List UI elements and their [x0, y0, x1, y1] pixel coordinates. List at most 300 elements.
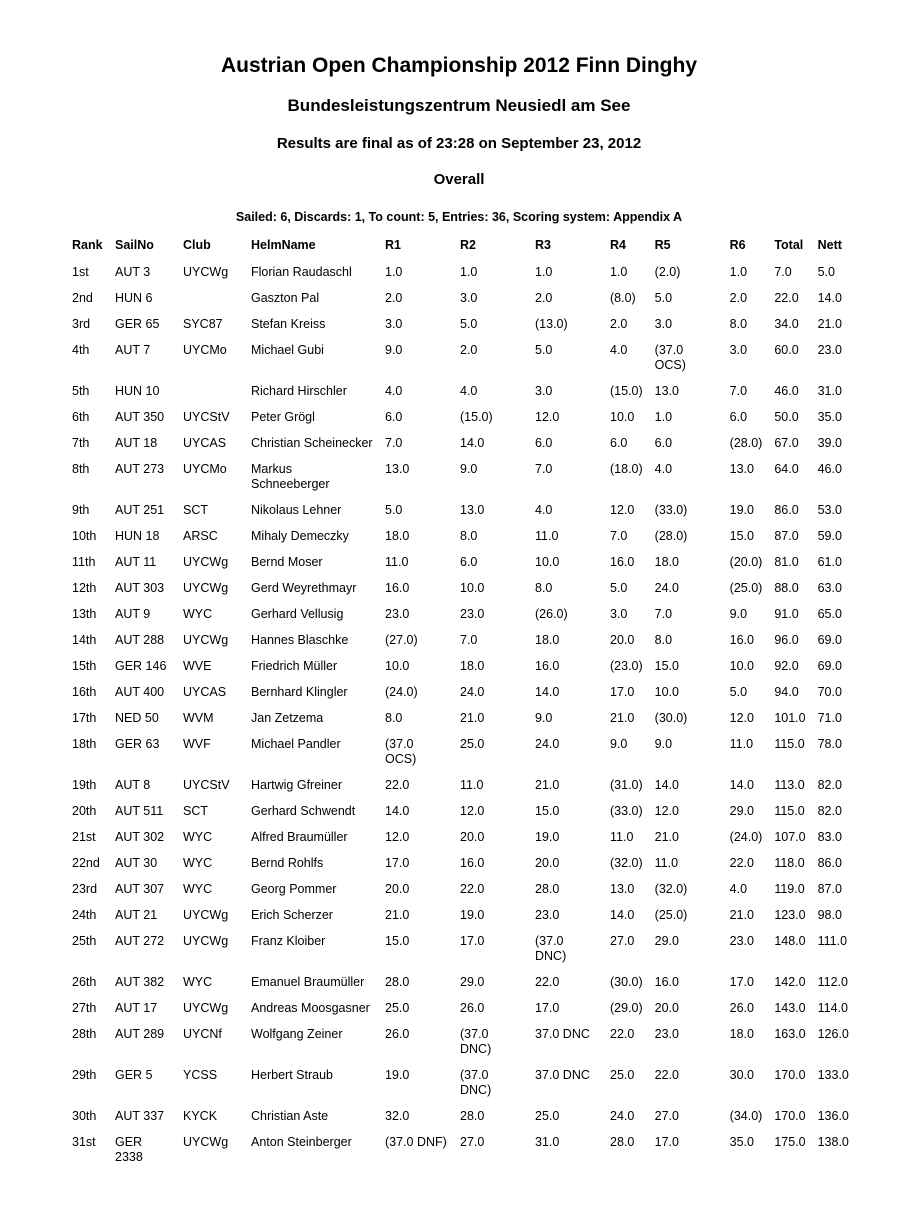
cell-r6: 30.0	[729, 1068, 754, 1082]
cell-nett: 111.0	[817, 934, 848, 948]
cell-r5: 11.0	[654, 856, 679, 870]
cell-total: 91.0	[774, 607, 799, 621]
table-row	[66, 970, 855, 996]
cell-r1: 1.0	[385, 265, 403, 279]
cell-r4: 14.0	[610, 908, 635, 922]
cell-r2: 25.0	[460, 737, 485, 751]
cell-r1: 4.0	[385, 384, 403, 398]
column-header-r2: R2	[460, 238, 476, 252]
cell-r6: 19.0	[729, 503, 754, 517]
cell-r5: (30.0)	[654, 711, 688, 725]
cell-helmname: Jan Zetzema	[251, 711, 324, 725]
cell-helmname: Florian Raudaschl	[251, 265, 352, 279]
cell-r4: 5.0	[610, 581, 628, 595]
cell-nett: 70.0	[817, 685, 842, 699]
cell-club: UYCMo	[183, 462, 227, 476]
cell-r6: 12.0	[729, 711, 754, 725]
cell-club: WVE	[183, 659, 212, 673]
cell-nett: 138.0	[817, 1135, 849, 1149]
cell-club: UYCWg	[183, 265, 229, 279]
table-row	[66, 877, 855, 903]
cell-r5: (37.0 OCS)	[654, 343, 686, 372]
cell-rank: 1st	[72, 265, 89, 279]
cell-r2: 24.0	[460, 685, 485, 699]
cell-r1: 8.0	[385, 711, 403, 725]
cell-helmname: Anton Steinberger	[251, 1135, 352, 1149]
table-row	[66, 524, 855, 550]
cell-nett: 126.0	[817, 1027, 849, 1041]
cell-total: 81.0	[774, 555, 799, 569]
venue-subtitle: Bundesleistungszentrum Neusiedl am See	[287, 96, 631, 115]
cell-r3: 11.0	[535, 529, 559, 543]
cell-r1: 32.0	[385, 1109, 410, 1123]
cell-sailno: GER 146	[115, 659, 167, 673]
cell-nett: 53.0	[817, 503, 842, 517]
cell-total: 88.0	[774, 581, 799, 595]
cell-r4: 13.0	[610, 882, 635, 896]
cell-nett: 35.0	[817, 410, 842, 424]
cell-r2: 13.0	[460, 503, 485, 517]
cell-r5: 17.0	[654, 1135, 679, 1149]
cell-r6: 5.0	[729, 685, 748, 699]
cell-r4: 11.0	[610, 830, 634, 844]
cell-club: UYCWg	[183, 555, 229, 569]
cell-r3: 4.0	[535, 503, 553, 517]
cell-r6: 35.0	[729, 1135, 754, 1149]
cell-club: UYCNf	[183, 1027, 222, 1041]
cell-total: 96.0	[774, 633, 799, 647]
column-header-total: Total	[774, 238, 804, 252]
cell-nett: 98.0	[817, 908, 842, 922]
cell-r3: 21.0	[535, 778, 560, 792]
cell-r3: 18.0	[535, 633, 560, 647]
cell-club: UYCStV	[183, 410, 230, 424]
cell-total: 170.0	[774, 1109, 806, 1123]
cell-r2: 9.0	[460, 462, 478, 476]
cell-r2: 19.0	[460, 908, 485, 922]
cell-helmname: Wolfgang Zeiner	[251, 1027, 343, 1041]
cell-r6: 3.0	[729, 343, 748, 357]
cell-r2: (37.0 DNC)	[460, 1068, 492, 1097]
series-summary: Sailed: 6, Discards: 1, To count: 5, Entries: 36, Scoring system: Appendix A	[235, 210, 683, 224]
cell-r5: 20.0	[654, 1001, 679, 1015]
cell-rank: 10th	[72, 529, 97, 543]
cell-helmname: Bernd Moser	[251, 555, 323, 569]
column-header-helmname: HelmName	[251, 238, 316, 252]
cell-club: WVF	[183, 737, 211, 751]
cell-r3: 25.0	[535, 1109, 560, 1123]
cell-helmname: Hannes Blaschke	[251, 633, 349, 647]
column-header-r1: R1	[385, 238, 401, 252]
cell-r6: 21.0	[729, 908, 754, 922]
cell-club	[177, 286, 245, 312]
column-header-sailno: SailNo	[115, 238, 154, 252]
cell-sailno: HUN 10	[115, 384, 160, 398]
cell-r5: 6.0	[654, 436, 673, 450]
cell-sailno: AUT 8	[115, 778, 151, 792]
cell-rank: 7th	[72, 436, 90, 450]
cell-sailno: AUT 307	[115, 882, 165, 896]
table-row	[66, 1022, 855, 1063]
cell-r3: (37.0 DNC)	[535, 934, 567, 963]
cell-club: YCSS	[183, 1068, 218, 1082]
cell-sailno: GER 65	[115, 317, 160, 331]
cell-r4: (30.0)	[610, 975, 643, 989]
cell-r2: 26.0	[460, 1001, 485, 1015]
cell-sailno: AUT 350	[115, 410, 165, 424]
cell-total: 118.0	[774, 856, 805, 870]
cell-r3: 37.0 DNC	[535, 1027, 590, 1041]
cell-r1: (37.0 DNF)	[385, 1135, 447, 1149]
cell-r4: (29.0)	[610, 1001, 643, 1015]
cell-rank: 5th	[72, 384, 90, 398]
cell-sailno: AUT 7	[115, 343, 151, 357]
cell-nett: 65.0	[817, 607, 842, 621]
cell-r4: (31.0)	[610, 778, 643, 792]
cell-r2: 18.0	[460, 659, 485, 673]
cell-club: UYCWg	[183, 908, 229, 922]
cell-nett: 31.0	[817, 384, 842, 398]
table-row	[66, 996, 855, 1022]
cell-r2: 16.0	[460, 856, 485, 870]
cell-r1: 26.0	[385, 1027, 410, 1041]
cell-r4: 20.0	[610, 633, 635, 647]
cell-sailno: HUN 18	[115, 529, 160, 543]
cell-club: SCT	[183, 503, 208, 517]
cell-helmname: Richard Hirschler	[251, 384, 347, 398]
cell-nett: 21.0	[817, 317, 842, 331]
cell-club: UYCWg	[183, 633, 229, 647]
cell-club: WVM	[183, 711, 214, 725]
cell-sailno: AUT 288	[115, 633, 165, 647]
cell-r5: 23.0	[654, 1027, 679, 1041]
cell-r6: 8.0	[729, 317, 748, 331]
cell-club: ARSC	[183, 529, 218, 543]
cell-helmname: Peter Grögl	[251, 410, 315, 424]
cell-sailno: GER 2338	[115, 1135, 143, 1164]
cell-r5: (33.0)	[654, 503, 688, 517]
cell-club: UYCWg	[183, 1135, 229, 1149]
column-header-r3: R3	[535, 238, 551, 252]
cell-total: 148.0	[774, 934, 806, 948]
cell-club: SYC87	[183, 317, 223, 331]
cell-r3: 10.0	[535, 555, 560, 569]
cell-total: 143.0	[774, 1001, 806, 1015]
cell-sailno: AUT 400	[115, 685, 165, 699]
cell-club	[177, 379, 245, 405]
cell-r4: (8.0)	[610, 291, 636, 305]
cell-r4: 1.0	[610, 265, 628, 279]
cell-rank: 13th	[72, 607, 97, 621]
cell-sailno: AUT 303	[115, 581, 165, 595]
cell-r6: (25.0)	[729, 581, 763, 595]
cell-nett: 133.0	[817, 1068, 849, 1082]
cell-sailno: AUT 272	[115, 934, 165, 948]
cell-rank: 26th	[72, 975, 97, 989]
cell-r5: 22.0	[654, 1068, 679, 1082]
cell-nett: 39.0	[817, 436, 842, 450]
cell-r2: (37.0 DNC)	[460, 1027, 492, 1056]
cell-helmname: Nikolaus Lehner	[251, 503, 342, 517]
cell-r3: 2.0	[535, 291, 553, 305]
table-row	[66, 1063, 855, 1104]
cell-r2: 17.0	[460, 934, 485, 948]
cell-r2: 28.0	[460, 1109, 485, 1123]
cell-r1: 15.0	[385, 934, 410, 948]
cell-r1: 12.0	[385, 830, 410, 844]
table-row	[66, 706, 855, 732]
cell-r4: 12.0	[610, 503, 635, 517]
cell-club: WYC	[183, 607, 213, 621]
cell-sailno: AUT 18	[115, 436, 158, 450]
cell-r6: 1.0	[729, 265, 748, 279]
cell-r2: 29.0	[460, 975, 485, 989]
cell-r4: (15.0)	[610, 384, 643, 398]
cell-helmname: Emanuel Braumüller	[251, 975, 365, 989]
cell-r1: 21.0	[385, 908, 410, 922]
cell-helmname: Gerhard Vellusig	[251, 607, 344, 621]
cell-r6: (28.0)	[729, 436, 763, 450]
cell-nett: 86.0	[817, 856, 842, 870]
cell-nett: 69.0	[817, 659, 842, 673]
cell-sailno: AUT 9	[115, 607, 151, 621]
cell-r1: (24.0)	[385, 685, 418, 699]
cell-r1: (27.0)	[385, 633, 418, 647]
table-row	[66, 773, 855, 799]
cell-r3: 31.0	[535, 1135, 560, 1149]
cell-club: WYC	[183, 882, 213, 896]
cell-club: SCT	[183, 804, 208, 818]
cell-sailno: AUT 11	[115, 555, 157, 569]
cell-total: 107.0	[774, 830, 806, 844]
cell-r6: 9.0	[729, 607, 748, 621]
table-row	[66, 732, 855, 773]
cell-r5: (25.0)	[654, 908, 688, 922]
cell-r6: 2.0	[729, 291, 748, 305]
cell-sailno: AUT 382	[115, 975, 165, 989]
cell-r2: 7.0	[460, 633, 478, 647]
cell-club: WYC	[183, 830, 213, 844]
cell-helmname: Hartwig Gfreiner	[251, 778, 342, 792]
cell-sailno: AUT 289	[115, 1027, 165, 1041]
cell-total: 170.0	[774, 1068, 806, 1082]
cell-total: 46.0	[774, 384, 799, 398]
cell-nett: 82.0	[817, 778, 842, 792]
cell-rank: 4th	[72, 343, 90, 357]
cell-total: 115.0	[774, 737, 805, 751]
column-header-r5: R5	[654, 238, 671, 252]
cell-r3: 15.0	[535, 804, 560, 818]
cell-sailno: AUT 273	[115, 462, 165, 476]
cell-total: 119.0	[774, 882, 805, 896]
cell-r1: 2.0	[385, 291, 403, 305]
cell-r5: 5.0	[654, 291, 673, 305]
cell-r4: 21.0	[610, 711, 635, 725]
cell-club: UYCWg	[183, 581, 229, 595]
cell-nett: 112.0	[817, 975, 848, 989]
cell-r3: 9.0	[535, 711, 553, 725]
cell-r1: 18.0	[385, 529, 410, 543]
cell-nett: 78.0	[817, 737, 842, 751]
cell-r5: 9.0	[654, 737, 673, 751]
cell-r1: 5.0	[385, 503, 403, 517]
cell-nett: 46.0	[817, 462, 842, 476]
table-row	[66, 379, 855, 405]
cell-r4: (32.0)	[610, 856, 643, 870]
table-row	[66, 457, 855, 498]
cell-rank: 15th	[72, 659, 97, 673]
column-header-club: Club	[183, 238, 211, 252]
table-row	[66, 680, 855, 706]
cell-r1: 7.0	[385, 436, 403, 450]
cell-r1: 3.0	[385, 317, 403, 331]
cell-r1: 16.0	[385, 581, 410, 595]
cell-helmname: Andreas Moosgasner	[251, 1001, 370, 1015]
cell-r3: 22.0	[535, 975, 560, 989]
cell-r2: 10.0	[460, 581, 485, 595]
table-row	[66, 799, 855, 825]
table-row	[66, 903, 855, 929]
cell-r4: 2.0	[610, 317, 628, 331]
cell-total: 86.0	[774, 503, 799, 517]
cell-r5: 24.0	[654, 581, 679, 595]
cell-rank: 12th	[72, 581, 97, 595]
cell-r2: 8.0	[460, 529, 478, 543]
cell-r5: 15.0	[654, 659, 679, 673]
cell-helmname: Georg Pommer	[251, 882, 337, 896]
cell-nett: 63.0	[817, 581, 842, 595]
cell-r5: 18.0	[654, 555, 679, 569]
cell-r1: 11.0	[385, 555, 409, 569]
cell-r1: 25.0	[385, 1001, 410, 1015]
cell-total: 94.0	[774, 685, 799, 699]
cell-sailno: HUN 6	[115, 291, 153, 305]
cell-r3: 8.0	[535, 581, 553, 595]
cell-rank: 25th	[72, 934, 97, 948]
cell-r4: 25.0	[610, 1068, 635, 1082]
table-row	[66, 286, 855, 312]
cell-rank: 11th	[72, 555, 96, 569]
cell-r6: 16.0	[729, 633, 754, 647]
table-row	[66, 550, 855, 576]
cell-r5: 14.0	[654, 778, 679, 792]
cell-helmname: Bernd Rohlfs	[251, 856, 324, 870]
cell-r2: 3.0	[460, 291, 478, 305]
cell-r6: 4.0	[729, 882, 748, 896]
cell-r2: 27.0	[460, 1135, 485, 1149]
cell-r1: 28.0	[385, 975, 410, 989]
cell-r4: 10.0	[610, 410, 635, 424]
cell-sailno: AUT 21	[115, 908, 158, 922]
cell-r6: 23.0	[729, 934, 754, 948]
table-row	[66, 602, 855, 628]
cell-sailno: AUT 511	[115, 804, 164, 818]
cell-r4: 3.0	[610, 607, 628, 621]
cell-r6: 6.0	[729, 410, 748, 424]
cell-r3: 14.0	[535, 685, 560, 699]
cell-r5: (28.0)	[654, 529, 688, 543]
cell-r6: 11.0	[729, 737, 754, 751]
cell-nett: 14.0	[817, 291, 842, 305]
cell-helmname: Christian Aste	[251, 1109, 329, 1123]
cell-sailno: NED 50	[115, 711, 159, 725]
cell-r3: (13.0)	[535, 317, 568, 331]
cell-r4: 17.0	[610, 685, 635, 699]
cell-nett: 69.0	[817, 633, 842, 647]
cell-r4: 24.0	[610, 1109, 635, 1123]
section-heading: Overall	[433, 171, 485, 188]
cell-nett: 114.0	[817, 1001, 848, 1015]
cell-r3: 19.0	[535, 830, 560, 844]
cell-r1: 17.0	[385, 856, 410, 870]
cell-r2: 6.0	[460, 555, 478, 569]
cell-r5: (2.0)	[654, 265, 681, 279]
cell-total: 7.0	[774, 265, 792, 279]
cell-helmname: Christian Scheinecker	[251, 436, 373, 450]
cell-r6: 15.0	[729, 529, 754, 543]
cell-r6: (34.0)	[729, 1109, 763, 1123]
table-row	[66, 312, 855, 338]
cell-r3: 24.0	[535, 737, 560, 751]
cell-sailno: AUT 302	[115, 830, 165, 844]
cell-total: 101.0	[774, 711, 806, 725]
cell-club: KYCK	[183, 1109, 218, 1123]
cell-r2: 2.0	[460, 343, 478, 357]
results-status: Results are final as of 23:28 on September 23, 2012	[276, 135, 642, 152]
cell-club: WYC	[183, 856, 213, 870]
cell-r3: 3.0	[535, 384, 553, 398]
cell-r6: 26.0	[729, 1001, 754, 1015]
cell-helmname: Alfred Braumüller	[251, 830, 348, 844]
cell-sailno: GER 5	[115, 1068, 153, 1082]
cell-total: 115.0	[774, 804, 805, 818]
cell-r3: 28.0	[535, 882, 560, 896]
cell-sailno: GER 63	[115, 737, 160, 751]
cell-club: UYCAS	[183, 436, 227, 450]
cell-sailno: AUT 337	[115, 1109, 165, 1123]
cell-r1: 23.0	[385, 607, 410, 621]
column-header-r4: R4	[610, 238, 626, 252]
cell-r5: 13.0	[654, 384, 679, 398]
cell-r1: 10.0	[385, 659, 410, 673]
cell-nett: 83.0	[817, 830, 842, 844]
cell-club: WYC	[183, 975, 213, 989]
cell-r2: 20.0	[460, 830, 485, 844]
cell-r3: 17.0	[535, 1001, 560, 1015]
cell-helmname: Friedrich Müller	[251, 659, 338, 673]
cell-nett: 82.0	[817, 804, 842, 818]
cell-rank: 18th	[72, 737, 97, 751]
cell-r6: (20.0)	[729, 555, 763, 569]
cell-helmname: Erich Scherzer	[251, 908, 333, 922]
cell-r2: 4.0	[460, 384, 478, 398]
cell-r2: (15.0)	[460, 410, 493, 424]
table-row	[66, 405, 855, 431]
cell-total: 113.0	[774, 778, 805, 792]
table-row	[66, 654, 855, 680]
cell-r2: 12.0	[460, 804, 485, 818]
cell-r2: 14.0	[460, 436, 485, 450]
cell-r3: 5.0	[535, 343, 553, 357]
cell-nett: 136.0	[817, 1109, 849, 1123]
cell-r5: (32.0)	[654, 882, 688, 896]
column-header-nett: Nett	[817, 238, 842, 252]
cell-club: UYCStV	[183, 778, 230, 792]
cell-r5: 8.0	[654, 633, 673, 647]
cell-total: 22.0	[774, 291, 799, 305]
cell-r4: 16.0	[610, 555, 635, 569]
table-row	[66, 628, 855, 654]
